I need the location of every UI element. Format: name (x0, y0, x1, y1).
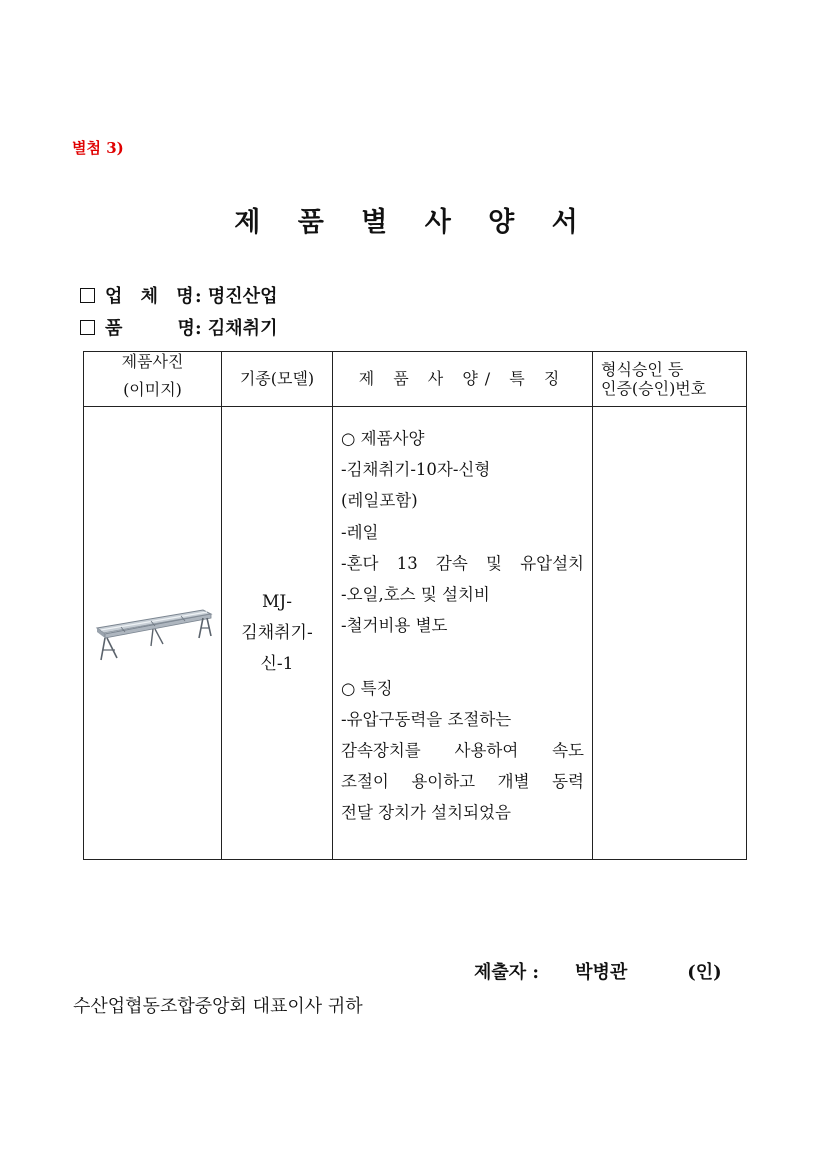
submitter-line (474, 958, 722, 984)
product-value: : 김채취기 (195, 318, 278, 339)
checkbox-square-icon (80, 288, 95, 303)
header-model: 기종(모델) (222, 352, 333, 407)
spec-line: 조절이 용이하고 개별 동력 (341, 772, 584, 792)
spec-table (83, 351, 747, 860)
company-value: : 명진산업 (195, 286, 278, 307)
spec-cell (333, 407, 593, 860)
table-header-row (84, 352, 747, 407)
spec-line: 감속장치를 사용하여 속도 (341, 741, 584, 761)
submitter-name: 박병관 (575, 962, 628, 983)
annex-label: 별첨 3) (72, 139, 124, 157)
cert-cell (593, 407, 747, 860)
model-line: 김채취기- (241, 622, 313, 643)
spec-line-blank (341, 641, 584, 672)
document-title: 제 품 별 사 양 서 (234, 207, 592, 238)
spec-line: (레일포함) (341, 491, 418, 511)
product-line (80, 314, 277, 340)
header-cert (593, 352, 747, 407)
spec-line: -철거비용 별도 (341, 616, 448, 636)
header-photo-line1: 제품사진 (121, 352, 184, 371)
header-cert-line2: 인증(승인)번호 (601, 379, 707, 398)
model-cell (222, 407, 333, 860)
spec-line: -오일,호스 및 설치비 (341, 585, 490, 605)
spec-line: -김채취기-10자-신형 (341, 460, 491, 480)
spec-line: -레일 (341, 522, 379, 542)
seal-mark: (인) (687, 962, 722, 983)
product-photo-cell (84, 407, 222, 860)
table-row (84, 407, 747, 860)
header-photo (84, 352, 222, 407)
header-spec: 제 품 사 양/ 특 징 (333, 352, 593, 407)
company-line (80, 282, 277, 308)
spec-line: 전달 장치가 설치되었음 (341, 803, 511, 823)
company-label: 업 체 명 (105, 286, 200, 307)
model-line: 신-1 (260, 653, 294, 674)
product-label: 품 명 (105, 318, 201, 339)
spec-line: -유압구동력을 조절하는 (341, 709, 512, 729)
spec-line: ○ 특징 (341, 678, 393, 698)
header-photo-line2: (이미지) (123, 380, 182, 399)
submitter-label: 제출자 : (474, 962, 540, 983)
checkbox-square-icon (80, 320, 95, 335)
addressee: 수산업협동조합중앙회 대표이사 귀하 (73, 996, 363, 1017)
spec-line: ○ 제품사양 (341, 429, 425, 448)
header-cert-line1: 형식승인 등 (601, 360, 684, 379)
product-photo (91, 598, 215, 668)
spec-line: -혼다 13 감속 및 유압설치 (341, 553, 584, 573)
model-line: MJ- (262, 591, 292, 612)
